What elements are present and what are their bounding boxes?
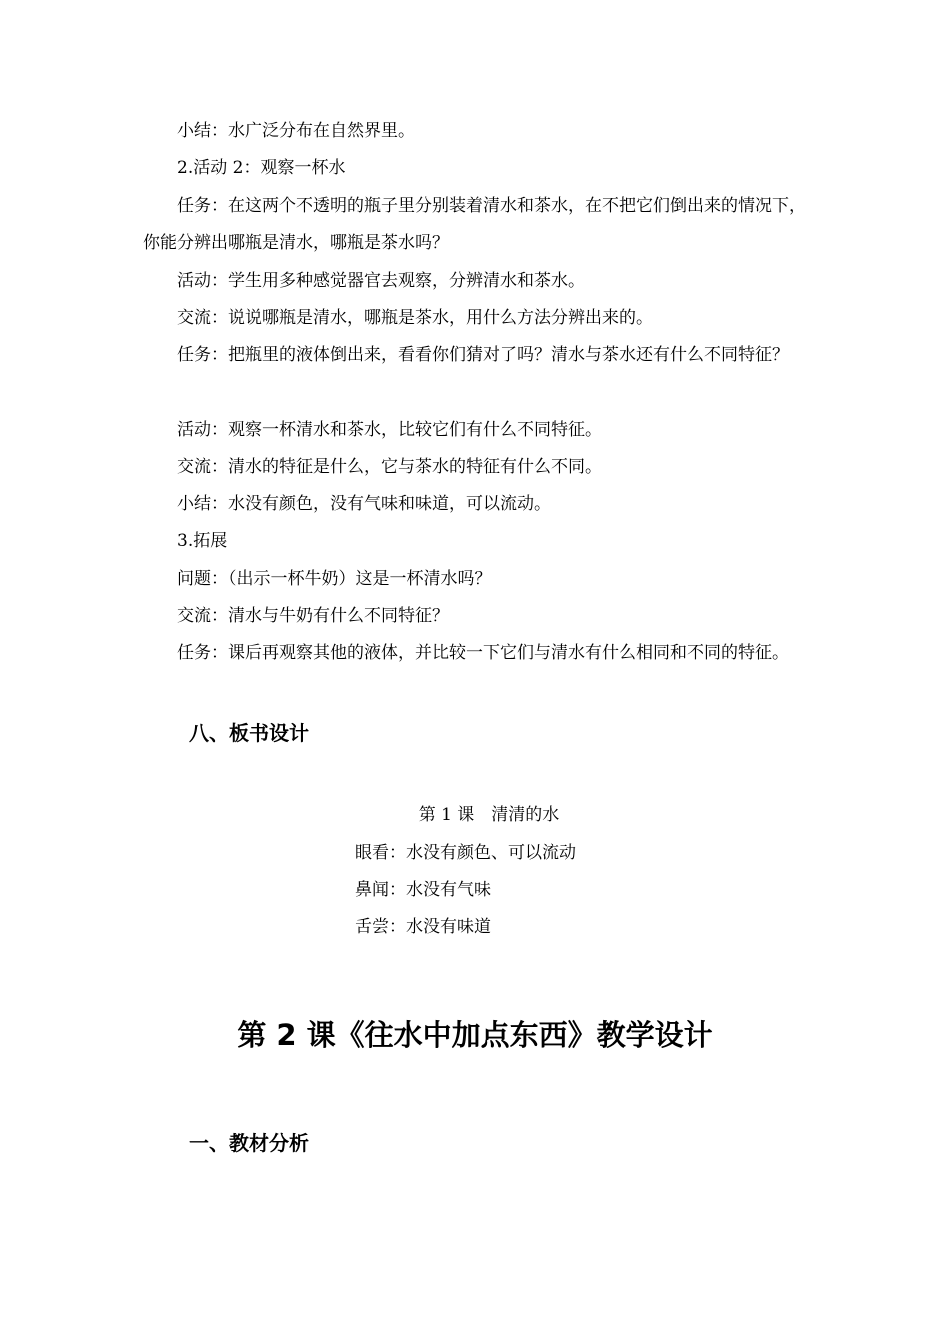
question-paragraph: 问题：（出示一杯牛奶）这是一杯清水吗？ — [177, 569, 492, 589]
exchange-paragraph: 交流：清水与牛奶有什么不同特征？ — [177, 606, 449, 626]
activity-paragraph: 活动：学生用多种感觉器官去观察，分辨清水和茶水。 — [177, 271, 585, 291]
exchange-paragraph: 交流：清水的特征是什么，它与茶水的特征有什么不同。 — [177, 457, 602, 477]
summary-paragraph: 小结：水广泛分布在自然界里。 — [177, 121, 415, 141]
extension-heading: 3.拓展 — [177, 531, 228, 551]
section-heading: 八、板书设计 — [189, 721, 309, 745]
board-title: 第 1 课 清清的水 — [418, 805, 560, 825]
section-heading: 一、教材分析 — [189, 1131, 309, 1155]
board-line: 鼻闻：水没有气味 — [355, 880, 491, 900]
activity-paragraph: 活动：观察一杯清水和茶水，比较它们有什么不同特征。 — [177, 420, 602, 440]
lesson-title: 第 2 课《往水中加点东西》教学设计 — [237, 1018, 713, 1052]
task-paragraph: 任务：在这两个不透明的瓶子里分别装着清水和茶水，在不把它们倒出来的情况下，你能分辨出哪瓶是清水，哪瓶是茶水吗？ — [143, 196, 806, 253]
exchange-paragraph: 交流：说说哪瓶是清水，哪瓶是茶水，用什么方法分辨出来的。 — [177, 308, 653, 328]
task-paragraph: 任务：把瓶里的液体倒出来，看看你们猜对了吗？清水与茶水还有什么不同特征？ — [177, 345, 789, 365]
board-line: 眼看：水没有颜色、可以流动 — [355, 843, 576, 863]
summary-paragraph: 小结：水没有颜色，没有气味和味道，可以流动。 — [177, 494, 551, 514]
activity-2-heading: 2.活动 2：观察一杯水 — [177, 158, 346, 178]
board-line: 舌尝：水没有味道 — [355, 917, 491, 937]
task-paragraph: 任务：课后再观察其他的液体，并比较一下它们与清水有什么相同和不同的特征。 — [177, 643, 789, 663]
